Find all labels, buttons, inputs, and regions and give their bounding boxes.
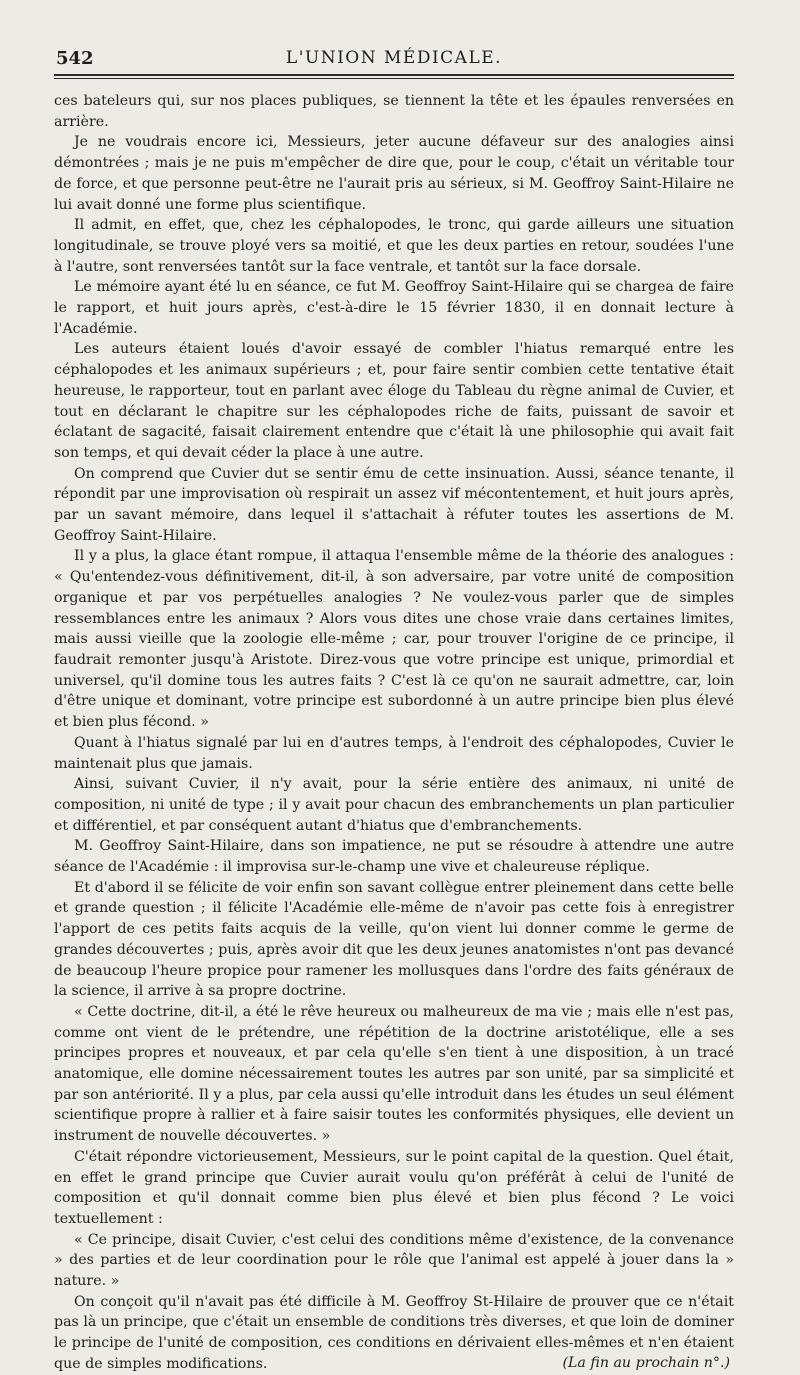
paragraph: ces bateleurs qui, sur nos places publiques, se tiennent la tête et les épaules renversées en arrière.	[54, 93, 734, 130]
paragraph: Ainsi, suivant Cuvier, il n'y avait, pour la série entière des animaux, ni unité de composition, ni unité de type ; il y avait pour chacun des embranchements un plan particulier et différentiel, et par conséquent autant d'hiatus que d'embranchements.	[54, 776, 734, 834]
paragraph: Il admit, en effet, que, chez les céphalopodes, le tronc, qui garde ailleurs une situation longitudinale, se trouve ployé vers sa moitié, et que les deux parties en retour, soudées l'une à l'autre, sont renversées tantôt sur la face ventrale, et tantôt sur la face dorsale.	[54, 217, 734, 275]
paragraph: « Cette doctrine, dit-il, a été le rêve heureux ou malheureux de ma vie ; mais elle n'est pas, comme ont vient de le prétendre, une répétition de la doctrine aristotélique, elle a ses principes propres et nouveaux, et par cela qu'elle s'en tient à une disposition, à un tracé anatomique, elle domine nécessairement toutes les autres par son unité, par sa simplicité et par son antériorité. Il y a plus, par cela aussi qu'elle introduit dans les études un seul élément scientifique propre à rallier et à faire saisir toutes les conformités physiques, elle devient un instrument de nouvelle découvertes. »	[54, 1003, 734, 1145]
paragraph: « Ce principe, disait Cuvier, c'est celui des conditions même d'existence, de la convenance » des parties et de leur coordination pour le rôle que l'animal est appelé à jouer dans la » nature. »	[54, 1231, 734, 1290]
paragraph: On comprend que Cuvier dut se sentir ému de cette insinuation. Aussi, séance tenante, il répondit par une improvisation où respirait un assez vif mécontentement, et huit jours après, par un savant mémoire, dans lequel il s'attachait à réfuter toutes les assertions de M. Geoffroy Saint-Hilaire.	[54, 465, 734, 544]
continuation-note: (La fin au prochain n°.)	[562, 1354, 730, 1371]
paragraph: M. Geoffroy Saint-Hilaire, dans son impatience, ne put se résoudre à attendre une autre séance de l'Académie : il improvisa sur-le-champ une vive et chaleureuse réplique.	[54, 838, 734, 876]
header-rule-thin	[54, 78, 734, 79]
paragraph: Le mémoire ayant été lu en séance, ce fut M. Geoffroy Saint-Hilaire qui se chargea de faire le rapport, et huit jours après, c'est-à-dire le 15 février 1830, il en donnait lecture à l'Académie.	[54, 279, 734, 337]
page-header	[54, 38, 734, 68]
page-number: 542	[56, 48, 94, 69]
paragraph: On conçoit qu'il n'avait pas été difficile à M. Geoffroy St-Hilaire de prouver que ce n'était pas là un principe, que c'était un ensemble de conditions très diverses, et que loin de dominer le principe de l'unité de composition, ces conditions en dérivaient elles-mêmes et n'en étaient que de simples modifications.	[54, 1293, 734, 1372]
paragraph: Je ne voudrais encore ici, Messieurs, jeter aucune défaveur sur des analogies ainsi démontrées ; mais je ne puis m'empêcher de dire que, pour le coup, c'était un véritable tour de force, et que personne peut-être ne l'aurait pris au sérieux, si M. Geoffroy Saint-Hilaire ne lui avait donné une forme plus scientifique.	[54, 134, 734, 213]
paragraph: Les auteurs étaient loués d'avoir essayé de combler l'hiatus remarqué entre les céphalopodes et les animaux supérieurs ; et, pour faire sentir combien cette tentative était heureuse, le rapporteur, tout en parlant avec éloge du Tableau du règne animal de Cuvier, et tout en déclarant le chapitre sur les céphalopodes riche de faits, puissant de savoir et éclatant de sagacité, faisait clairement entendre que c'était là une philosophie qui avait fait son temps, et qui devait céder la place à une autre.	[54, 341, 734, 461]
paragraph: Et d'abord il se félicite de voir enfin son savant collègue entrer pleinement dans cette belle et grande question ; il félicite l'Académie elle-même de n'avoir pas cette fois à enregistrer l'apport de ces petits faits acquis de la veille, qu'on vient lui donner comme le germe de grandes découvertes ; puis, après avoir dit que les deux jeunes anatomistes n'ont pas devancé de beaucoup l'heure propice pour ramener les mollusques dans l'ordre des faits généraux de la science, il arrive à sa propre doctrine.	[54, 879, 734, 1000]
article-body	[54, 91, 734, 1375]
paragraph: C'était répondre victorieusement, Messieurs, sur le point capital de la question. Quel était, en effet le grand principe que Cuvier aurait voulu qu'on préférât à celui de l'unité de composition et qu'il donnait comme bien plus élevé et bien plus fécond ? Le voici textuellement :	[54, 1148, 734, 1227]
paragraph: Il y a plus, la glace étant rompue, il attaqua l'ensemble même de la théorie des analogues : « Qu'entendez-vous définitivement, dit-il, à son adversaire, par votre unité de composition organique et par vos perpétuelles analogies ? Ne voulez-vous parler que de simples ressemblances entre les animaux ? Alors vous dites une chose vraie dans certaines limites, mais aussi vieille que la zoologie elle-même ; car, pour trouver l'origine de ce principe, il faudrait remonter jusqu'à Aristote. Direz-vous que votre principe est unique, primordial et universel, qu'il domine tous les autres faits ? C'est là ce qu'on ne saurait admettre, car, loin d'être unique et dominant, votre principe est subordonné à un autre principe bien plus élevé et bien plus fécond. »	[54, 548, 734, 731]
paragraph: Quant à l'hiatus signalé par lui en d'autres temps, à l'endroit des céphalopodes, Cuvier le maintenait plus que jamais.	[54, 734, 734, 772]
running-title: L'UNION MÉDICALE.	[285, 48, 503, 68]
header-rule-thick	[54, 74, 734, 76]
